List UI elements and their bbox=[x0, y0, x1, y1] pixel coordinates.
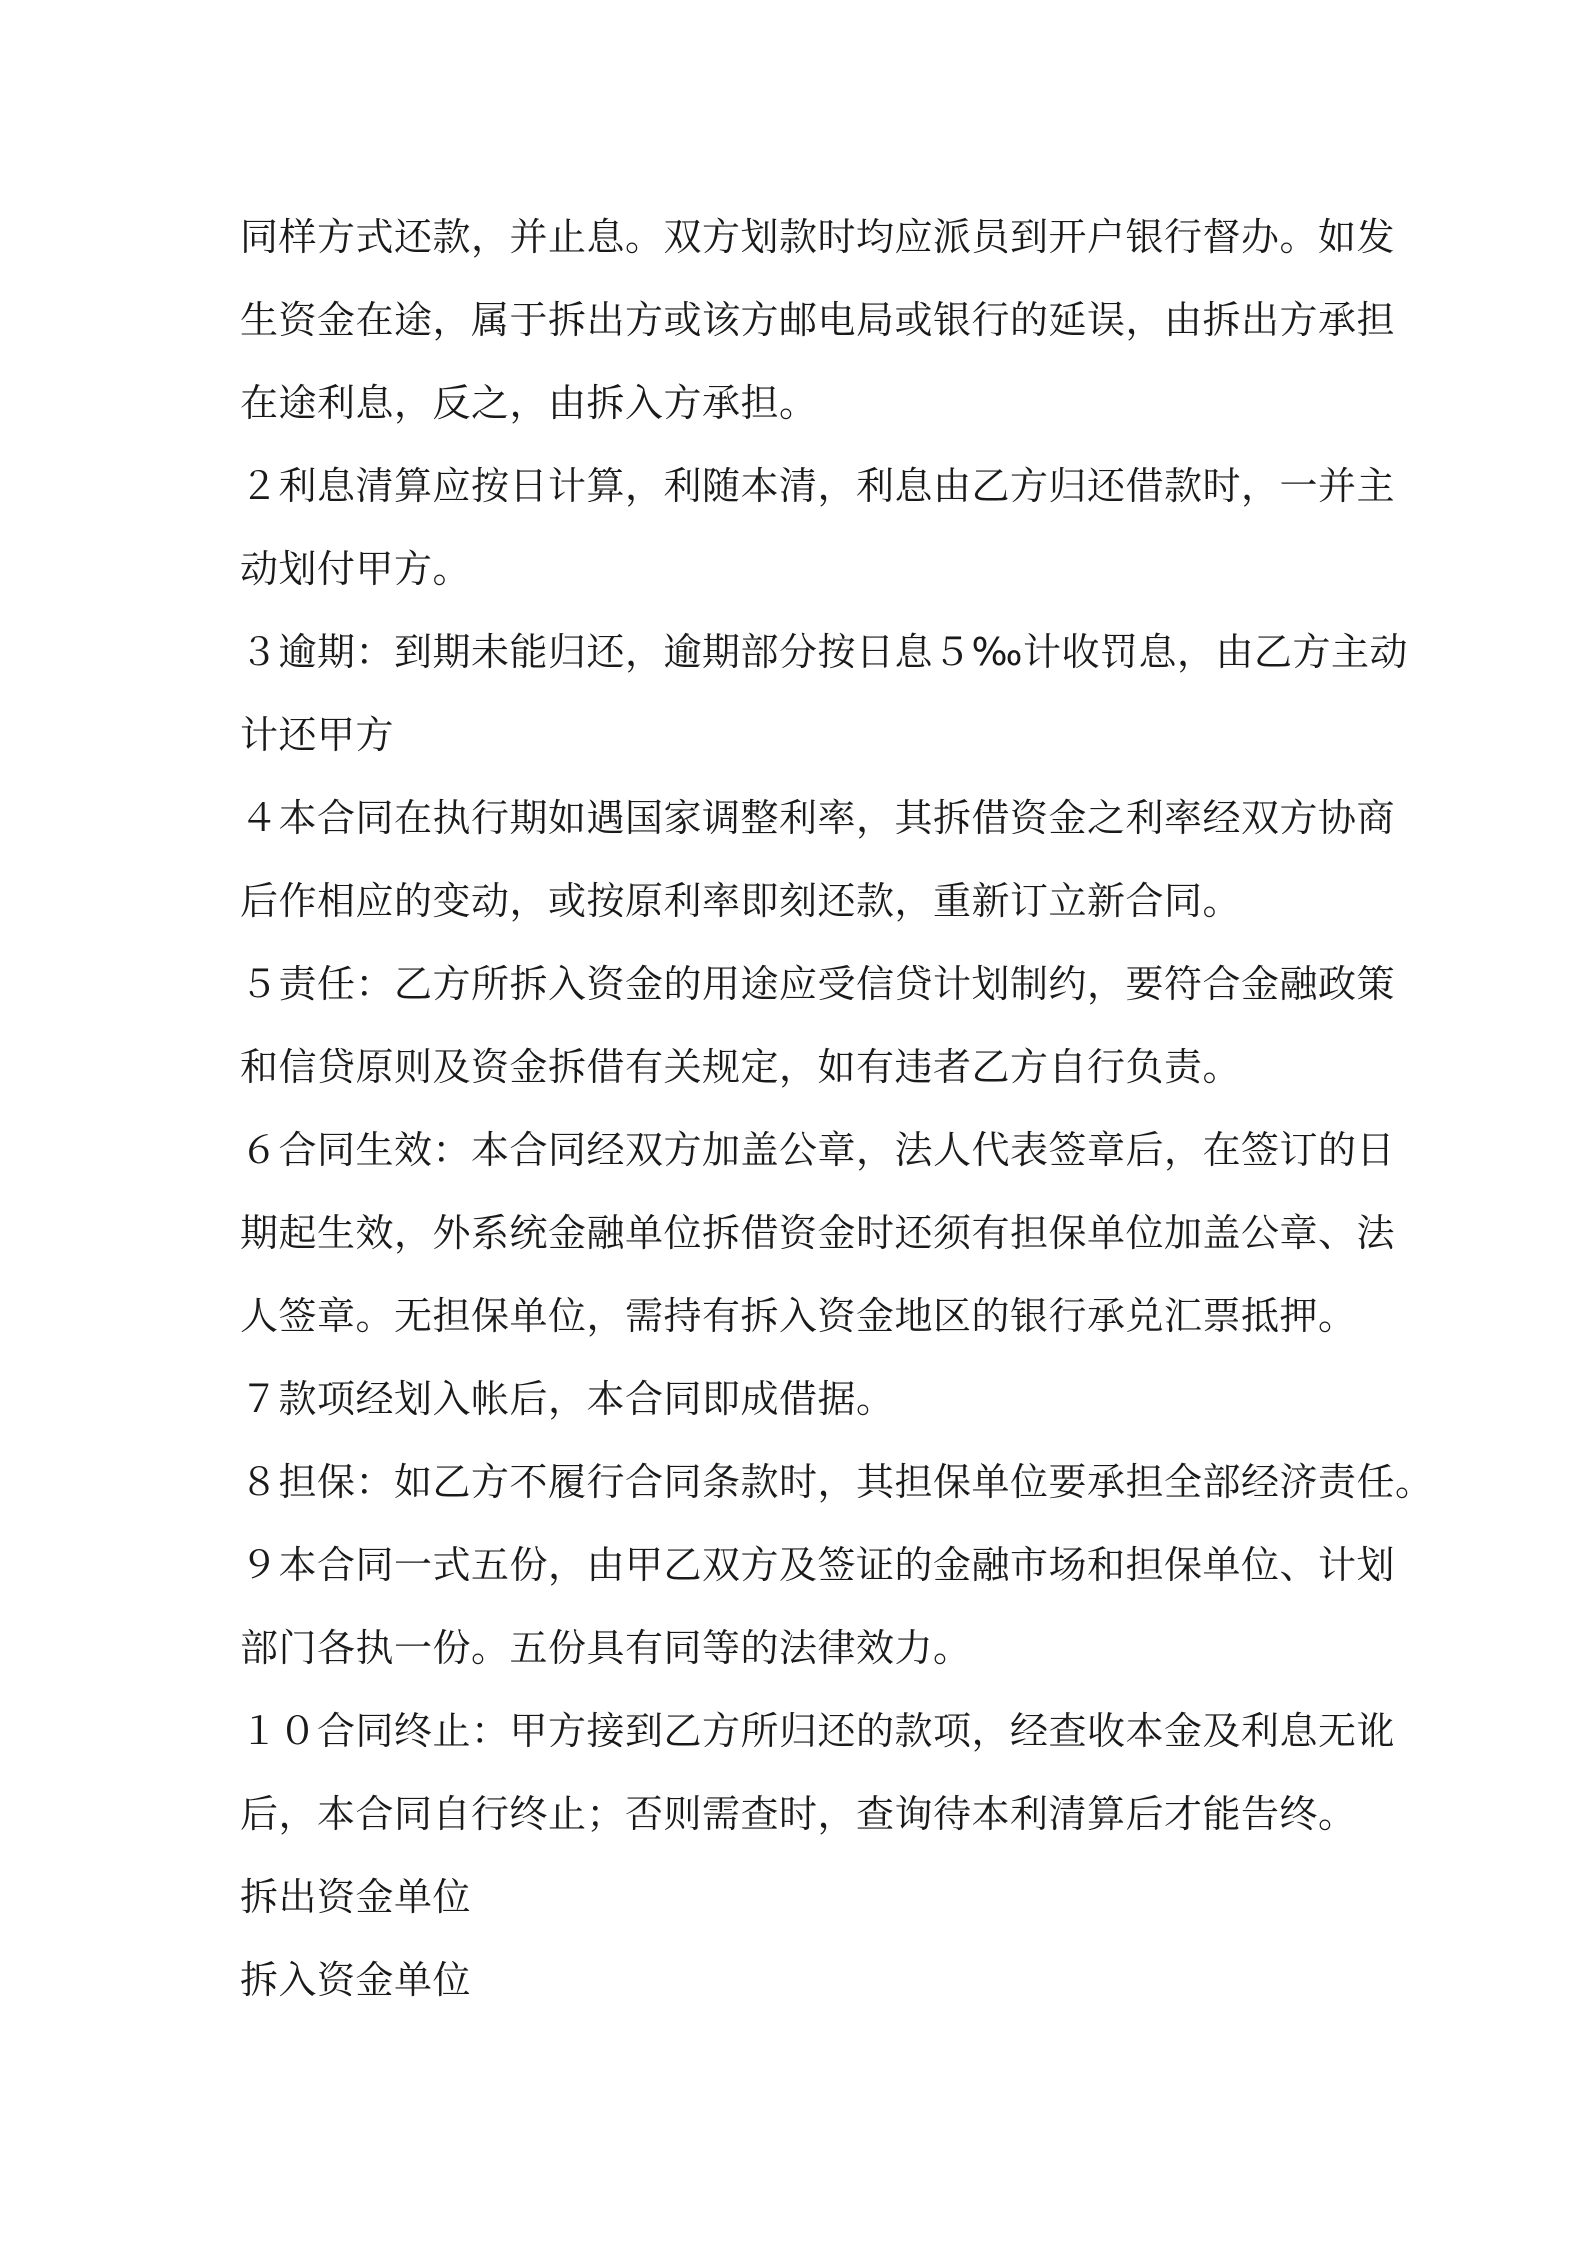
clause-line: 同样方式还款，并止息。双方划款时均应派员到开户银行督办。如发 bbox=[240, 215, 1396, 259]
borrower-signature-label: 拆入资金单位 bbox=[240, 1958, 472, 2002]
clause-line: ２利息清算应按日计算，利随本清，利息由乙方归还借款时，一并主 bbox=[240, 464, 1396, 508]
clause-line: ８担保：如乙方不履行合同条款时，其担保单位要承担全部经济责任。 bbox=[240, 1460, 1434, 1504]
clause-line: ７款项经划入帐后，本合同即成借据。 bbox=[240, 1377, 895, 1421]
clause-line: 后，本合同自行终止；否则需查时，查询待本利清算后才能告终。 bbox=[240, 1792, 1357, 1836]
clause-paragraph bbox=[240, 1358, 1350, 1441]
clause-line: 部门各执一份。五份具有同等的法律效力。 bbox=[240, 1626, 972, 1670]
clause-paragraph bbox=[240, 445, 1396, 611]
clause-line: 和信贷原则及资金拆借有关规定，如有违者乙方自行负责。 bbox=[240, 1045, 1242, 1089]
clause-line: ６合同生效：本合同经双方加盖公章，法人代表签章后，在签订的日 bbox=[240, 1128, 1396, 1172]
clauses-list bbox=[240, 196, 1434, 1856]
clause-line: ４本合同在执行期如遇国家调整利率，其拆借资金之利率经双方协商 bbox=[240, 796, 1396, 840]
clause-paragraph bbox=[240, 1441, 1434, 1524]
clause-line: 生资金在途，属于拆出方或该方邮电局或银行的延误，由拆出方承担 bbox=[240, 298, 1396, 342]
clause-line: ９本合同一式五份，由甲乙双方及签证的金融市场和担保单位、计划 bbox=[240, 1543, 1396, 1587]
clause-line: 人签章。无担保单位，需持有拆入资金地区的银行承兑汇票抵押。 bbox=[240, 1294, 1357, 1338]
clause-line: 后作相应的变动，或按原利率即刻还款，重新订立新合同。 bbox=[240, 879, 1242, 923]
clause-paragraph bbox=[240, 777, 1396, 943]
clause-line: 期起生效，外系统金融单位拆借资金时还须有担保单位加盖公章、法 bbox=[240, 1211, 1396, 1255]
clause-line: 在途利息，反之，由拆入方承担。 bbox=[240, 381, 818, 425]
clause-line: ３逾期：到期未能归还，逾期部分按日息５‰计收罚息，由乙方主动 bbox=[240, 630, 1408, 674]
clause-line: 计还甲方 bbox=[240, 713, 395, 757]
clause-paragraph bbox=[240, 1690, 1396, 1856]
clause-paragraph bbox=[240, 1524, 1396, 1690]
clause-line: １０合同终止：甲方接到乙方所归还的款项，经查收本金及利息无讹 bbox=[240, 1709, 1396, 1753]
document-body bbox=[240, 196, 1434, 2022]
clause-line: 动划付甲方。 bbox=[240, 547, 472, 591]
clause-line: ５责任：乙方所拆入资金的用途应受信贷计划制约，要符合金融政策 bbox=[240, 962, 1396, 1006]
lender-signature-label: 拆出资金单位 bbox=[240, 1875, 472, 1919]
clause-paragraph bbox=[240, 611, 1408, 777]
clause-paragraph bbox=[240, 943, 1396, 1109]
clause-paragraph bbox=[240, 1109, 1396, 1358]
clause-paragraph bbox=[240, 196, 1396, 445]
